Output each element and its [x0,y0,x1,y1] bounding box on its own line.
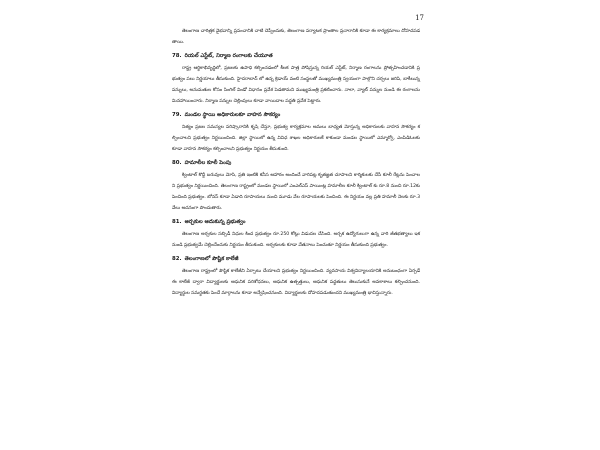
section-80 [172,158,420,214]
page-content [172,26,420,302]
section-paragraph: క్వింటాల్ కొద్దీ బరువులు మోసి, ప్రతి ఇంటికి కనీస ఆహారం అందించే వారిపట్ల కృతజ్ఞత చూపాలని కార్మికులకు చేసే కూలీ రేట్లను పెంచాలని ప్రభుత్వం నిర్ణయించింది. తెలంగాణ రాష్ట్రంలో మండల స్థాయిలో ఎంఎల్ఎస్ పాయింట్ల హమాలీల కూలీ క్వింటాల్ కు రూ.8 నుంచి రూ.12కు పెంచింది ప్రభుత్వం. బోనస్ కూడా ఏడాది రూపాయలు నుంచి మూడు వేల రూపాయలకు పెంచింది. ఈ నిర్ణయం వల్ల ప్రతి హమాలీ నెలకు రూ.3 వేలు అదనంగా పొందుతారు. [172,173,420,211]
section-title: హమాలీల కూలీ పెంపు [184,160,232,166]
section-title: రియల్ ఎస్టేట్, నిర్మాణ రంగాలకు చేయూత [184,53,273,59]
section-heading [172,254,420,264]
section-heading [172,51,420,61]
section-number: 80. [172,160,182,166]
section-paragraph: రాష్ట్ర ఆర్థికాభివృద్ధిలో, ప్రజలకు ఉపాధి కల్పించడంలో కీలక పాత్ర పోషిస్తున్న రియల్ ఎస్టేట్, నిర్మాణ రంగాలను ప్రోత్సహించడానికి ప్రభుత్వం పలు నిర్ణయాలు తీసుకుంది. హైదరాబాద్ లో ఉన్న క్రెడాయ్ వంటి సంస్థలతో ముఖ్యమంత్రి స్వయంగా పాల్గొని చర్చలు జరిపి, బాకీలున్న పన్నులు, అనుమతుల కోసం సింగిల్ విండో విధానం ప్రవేశ పెడతామని ముఖ్యమంత్రి ప్రకటించారు. నాలా, వ్యాట్ పన్నుల నుండి ఈ రంగాలను మినహాయించారు. నిర్మాణ పన్నుల చెల్లింపులు కూడా వాయిదాల పద్ధతి ప్రవేశ పెట్టారు. [172,66,420,104]
document-page [172,14,424,438]
section-heading [172,158,420,168]
section-paragraph: తెలంగాణ రాష్ట్రంలో పౌష్టిక కాలేజీని ఏర్పాటు చేయాలని ప్రభుత్వం నిర్ణయించింది. వ్యవసాయ విశ్వవిద్యాలయానికి అనుబంధంగా ఏర్పడే ఈ కాలేజీ ద్వారా విద్యార్థులకు ఆధునిక పరిశోధనలు, ఆధునిక ఉత్పత్తులు, ఆధునిక పద్ధతులు తెలుసుకునే అవకాశాలు కల్పించనుంది. విద్యార్థుల సమర్థతకు పెంచే మార్గాలను కూడా అన్వేషించనుంది. విద్యార్థులకు దోహదపడుతుందని ముఖ్యమంత్రి భావిస్తున్నారు. [172,269,420,296]
section-number: 79. [172,112,182,118]
intro-line-1: తెలంగాణ చారిత్రక వైభవాన్ని ప్రపంచానికి చాటి చెప్పేందుకు, తెలంగాణ పర్యాటక ప్రాంతాల ప్రచారానికి [182,29,359,34]
section-number: 81. [172,219,182,225]
section-paragraph: తెలంగాణ అర్చకుల సబ్సిడీ నిధుల కింద ప్రభుత్వం రూ.250 కోట్లు విడుదల చేసింది. అర్చక ఉద్యోగులుగా ఉన్న వారి జీతభత్యాలు ఇక నుండి ప్రభుత్వమే చెల్లించేందుకు నిర్ణయం తీసుకుంది. అర్చకులకు కూడా వేతనాలు పెంచుతూ నిర్ణయం తీసుకుంది ప్రభుత్వం. [172,232,420,248]
section-82 [172,254,420,299]
section-78 [172,51,420,107]
section-heading [172,217,420,227]
intro-line-2: కూడా ఈ కార్యక్రమాలు దోహదపడతాయి. [172,29,420,45]
section-81 [172,217,420,251]
section-heading [172,110,420,120]
section-number: 82. [172,256,182,262]
section-title: అర్చకుల ఆదుకున్న ప్రభుత్వం [184,219,246,225]
section-number: 78. [172,53,182,59]
section-title: మండల స్థాయి అధికారులకూ వాహన సౌకర్యం [184,112,281,118]
section-title: తెలంగాణలో పౌష్టిక కాలేజీ [184,256,239,262]
page-number: 17 [415,14,424,22]
section-paragraph: నిత్యం ప్రజల సమస్యల పరిష్కారానికి కృషి చేస్తూ, ప్రభుత్వ కార్యక్రమాల అమలు బాధ్యత మోస్తున్న అధికారులకు వాహన సౌకర్యం కల్పించాలని ప్రభుత్వం నిర్ణయించింది. జిల్లా స్థాయిలో ఉన్న వివిధ శాఖల అధికారులకే కాకుండా మండల స్థాయిలో ఎమ్మార్వో, ఎంపిడిఓలకు కూడా వాహన సౌకర్యం కల్పించాలని ప్రభుత్వం నిర్ణయం తీసుకుంది. [172,125,420,152]
intro-paragraph [172,26,420,48]
section-79 [172,110,420,155]
